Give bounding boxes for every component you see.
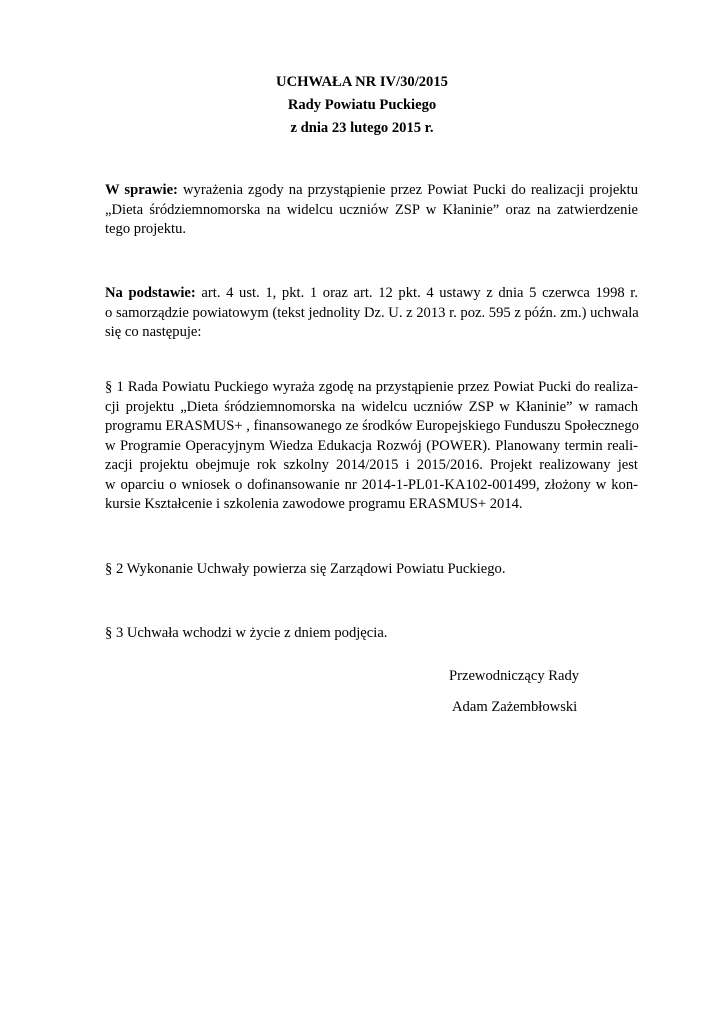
- legal-basis-line-2: o samorządzie powiatowym (tekst jednolity Dz. U. z 2013 r. poz. 595 z późn. zm.) uchwala: [105, 304, 639, 321]
- subject-line-2: „Dieta śródziemnomorska na widelcu uczniów ZSP w Kłaninie” oraz na zatwierdzenie: [105, 201, 638, 218]
- legal-basis-line-3: się co następuje:: [105, 324, 202, 340]
- legal-basis-paragraph: [105, 284, 638, 343]
- resolution-title: UCHWAŁA NR IV/30/2015: [276, 74, 448, 90]
- section-1-line: cji projektu „Dieta śródziemnomorska na widelcu uczniów ZSP w Kłaninie” w ramach: [105, 398, 638, 415]
- subject-paragraph: [105, 181, 638, 240]
- subject-lead: W sprawie:: [105, 182, 178, 198]
- legal-basis-lead: Na podstawie:: [105, 285, 196, 301]
- section-1-line: w oparciu o wniosek o dofinansowanie nr 2014-1-PL01-KA102-001499, złożony w kon-: [105, 476, 638, 493]
- legal-basis-text-1: art. 4 ust. 1, pkt. 1 oraz art. 12 pkt. 4 ustawy z dnia 5 czerwca 1998 r.: [201, 285, 639, 301]
- section-2-paragraph: [105, 560, 638, 580]
- subject-text-1: wyrażenia zgody na przystąpienie przez Powiat Pucki do realizacji projektu: [183, 182, 638, 198]
- section-1-line: § 1 Rada Powiatu Puckiego wyraża zgodę na przystąpienie przez Powiat Pucki do realiza-: [105, 379, 638, 395]
- resolution-date: z dnia 23 lutego 2015 r.: [290, 120, 434, 136]
- section-3-paragraph: [105, 624, 638, 644]
- signatory-role: Przewodniczący Rady: [449, 668, 580, 684]
- legal-basis-line-1: [105, 284, 638, 304]
- resolution-header: [0, 71, 724, 140]
- section-1-line: programu ERASMUS+ , finansowanego ze środków Europejskiego Funduszu Społecznego: [105, 418, 639, 434]
- section-1-paragraph: [105, 378, 638, 515]
- section-1-line: kursie Kształcenie i szkolenia zawodowe programu ERASMUS+ 2014.: [105, 496, 523, 512]
- section-3-text: § 3 Uchwała wchodzi w życie z dniem podjęcia.: [105, 625, 388, 641]
- section-2-text: § 2 Wykonanie Uchwały powierza się Zarządowi Powiatu Puckiego.: [105, 561, 506, 577]
- subject-line-3: tego projektu.: [105, 221, 187, 237]
- resolution-body: Rady Powiatu Puckiego: [287, 97, 437, 113]
- section-1-line: w Programie Operacyjnym Wiedza Edukacja Rozwój (POWER). Planowany termin reali-: [105, 437, 638, 454]
- subject-line-1: [105, 181, 638, 201]
- section-1-line: zacji projektu obejmuje rok szkolny 2014/2015 i 2015/2016. Projekt realizowany jest: [105, 457, 638, 473]
- signatory-name: Adam Zażembłowski: [452, 699, 578, 715]
